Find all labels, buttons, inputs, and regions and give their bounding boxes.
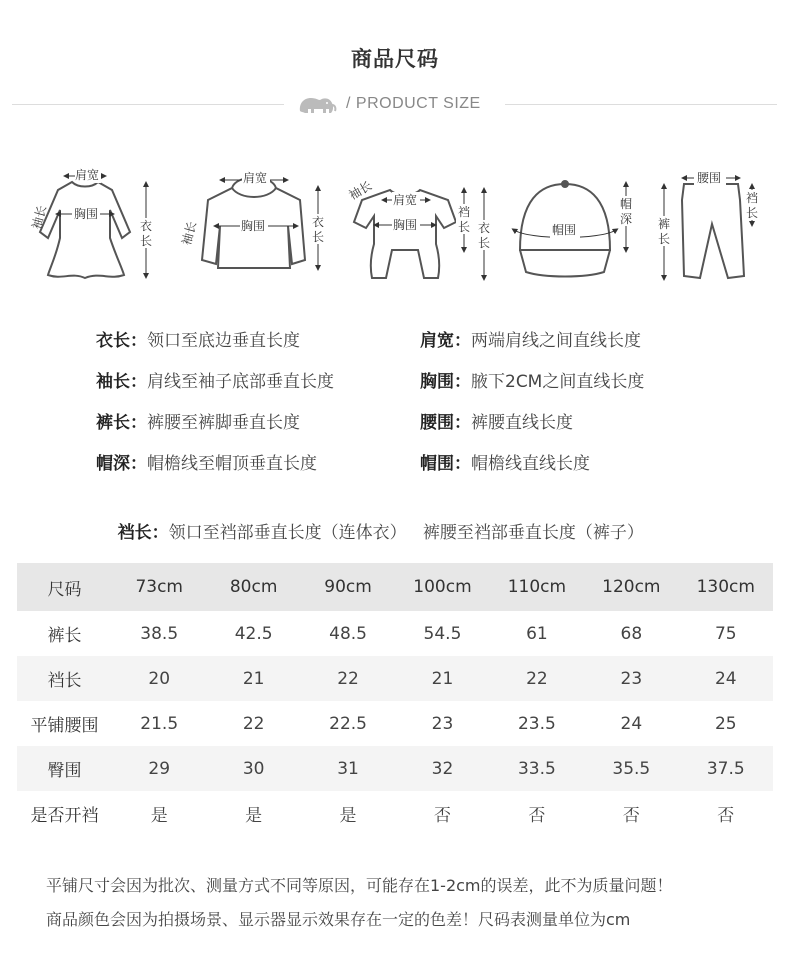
romper-crotch-label-2: 长 [458, 220, 471, 234]
dress-illustration [40, 182, 130, 278]
table-cell: 22 [490, 656, 584, 701]
def-key: 帽深： [96, 454, 147, 474]
table-cell: 否 [717, 806, 735, 826]
hat-circumference-label: 帽围 [552, 223, 577, 237]
table-cell: 否 [622, 806, 640, 826]
table-cell: 54.5 [423, 623, 462, 644]
table-row [17, 791, 773, 836]
table-row-label: 平铺腰围 [30, 716, 99, 736]
def-key: 帽围： [420, 454, 471, 474]
romper-sleeve-label: 袖长 [346, 178, 375, 203]
def-item [420, 368, 644, 396]
def-item [420, 450, 590, 478]
romper-chest-label: 胸围 [393, 218, 418, 232]
hoodie-sleeve-label: 袖长 [179, 219, 200, 247]
table-cell: 否 [433, 806, 451, 826]
note-line: 商品颜色会因为拍摄场景、显示器显示效果存在一定的色差！尺码表测量单位为cm [46, 910, 631, 929]
table-cell: 是 [339, 806, 357, 826]
dress-shoulder-label: 肩宽 [75, 168, 100, 182]
def-key: 衣长： [96, 331, 147, 351]
subtitle-row [0, 93, 790, 117]
table-header-cell: 73cm [112, 563, 206, 611]
def-value: 裤腰至裤脚垂直长度 [147, 413, 300, 433]
table-header-cell: 80cm [206, 563, 300, 611]
hat-depth-label-1: 帽 [620, 197, 633, 211]
page-title: 商品尺码 [351, 47, 439, 71]
romper-crotch-label-1: 裆 [458, 205, 471, 219]
dress-length-label-1: 衣 [140, 219, 153, 233]
def-item [420, 327, 641, 355]
table-cell: 23 [584, 656, 678, 701]
table-cell: 25 [714, 713, 737, 734]
table-cell: 否 [528, 806, 546, 826]
def-item [96, 491, 644, 543]
table-header-cell: 130cm [679, 563, 773, 611]
def-value: 帽檐线直线长度 [471, 454, 590, 474]
table-header-row [17, 563, 773, 611]
def-value: 帽檐线至帽顶垂直长度 [147, 454, 317, 474]
table-cell: 31 [301, 746, 395, 791]
table-cell: 21 [395, 656, 489, 701]
table-row-label: 臀围 [17, 746, 112, 791]
subtitle: / PRODUCT SIZE [346, 95, 481, 112]
table-cell: 20 [112, 656, 206, 701]
table-header-cell: 尺码 [17, 563, 112, 611]
table-cell: 68 [620, 623, 643, 644]
table-cell: 37.5 [679, 746, 773, 791]
table-cell: 22.5 [329, 713, 367, 734]
size-table [17, 563, 773, 836]
romper-length-label-1: 衣 [478, 221, 491, 235]
table-cell: 21.5 [140, 713, 179, 734]
def-value: 两端肩线之间直线长度 [471, 331, 641, 351]
table-cell: 38.5 [140, 623, 179, 644]
def-item [96, 368, 334, 396]
def-key: 裆长： [117, 523, 169, 543]
hoodie-shoulder-label: 肩宽 [243, 171, 268, 185]
dress-chest-label: 胸围 [74, 207, 99, 221]
table-row [17, 611, 773, 656]
table-header-cell: 100cm [395, 563, 489, 611]
table-row-label: 裤长 [47, 626, 82, 646]
table-cell: 23 [431, 713, 454, 734]
hoodie-length-label-2: 长 [312, 230, 325, 244]
def-item [96, 409, 300, 437]
def-key: 裤长： [96, 413, 147, 433]
pants-labels [656, 170, 760, 278]
romper-labels [346, 178, 492, 278]
table-row-label: 裆长 [17, 656, 112, 701]
table-cell: 是 [150, 806, 168, 826]
pants-illustration [682, 184, 744, 278]
table-cell: 32 [395, 746, 489, 791]
def-item [420, 409, 573, 437]
def-key: 胸围： [420, 372, 471, 392]
table-cell: 22 [301, 656, 395, 701]
def-item [96, 327, 300, 355]
table-cell: 35.5 [584, 746, 678, 791]
def-key: 袖长： [96, 372, 147, 392]
def-value: 领口至底边垂直长度 [147, 331, 300, 351]
table-cell: 61 [526, 623, 548, 644]
dress-labels [28, 167, 154, 276]
table-header-cell: 110cm [490, 563, 584, 611]
divider-left [12, 104, 284, 105]
table-cell: 23.5 [517, 713, 556, 734]
table-cell: 21 [206, 656, 300, 701]
hoodie-length-label-1: 衣 [312, 215, 325, 229]
table-header-cell: 90cm [301, 563, 395, 611]
table-cell: 是 [245, 806, 263, 826]
hat-labels [514, 184, 634, 250]
table-cell: 29 [112, 746, 206, 791]
notes [46, 869, 766, 937]
divider-right [505, 104, 777, 105]
def-key: 肩宽： [420, 331, 471, 351]
table-cell: 24 [679, 656, 773, 701]
romper-length-label-2: 长 [478, 236, 491, 250]
pants-length-label-2: 长 [658, 232, 671, 246]
pants-waist-label: 腰围 [697, 171, 722, 185]
pants-length-label-1: 裤 [658, 217, 671, 231]
pants-crotch-label-1: 裆 [746, 191, 759, 205]
table-cell: 22 [242, 713, 265, 734]
table-row [17, 701, 773, 746]
def-value: 肩线至袖子底部垂直长度 [147, 372, 334, 392]
table-cell: 33.5 [490, 746, 584, 791]
measurement-illustrations [0, 160, 790, 300]
hat-depth-label-2: 深 [620, 212, 633, 226]
table-row [17, 656, 773, 701]
def-value: 裤腰直线长度 [471, 413, 573, 433]
table-row [17, 746, 773, 791]
pants-crotch-label-2: 长 [746, 206, 759, 220]
table-cell: 42.5 [234, 623, 273, 644]
table-cell: 30 [206, 746, 300, 791]
def-value: 领口至裆部垂直长度（连体衣） 裤腰至裆部垂直长度（裤子） [168, 523, 644, 543]
table-cell: 75 [714, 623, 737, 644]
def-item [96, 450, 317, 478]
table-row-label: 是否开裆 [30, 806, 99, 826]
table-cell: 24 [620, 713, 643, 734]
dress-length-label-2: 长 [140, 234, 153, 248]
hoodie-chest-label: 胸围 [241, 219, 266, 233]
def-value: 腋下2CM之间直线长度 [471, 372, 645, 392]
table-cell: 48.5 [329, 623, 367, 644]
table-header-cell: 120cm [584, 563, 678, 611]
dress-sleeve-label: 袖长 [29, 203, 50, 231]
note-line: 平铺尺寸会因为批次、测量方式不同等原因，可能存在1-2cm的误差，此不为质量问题！ [46, 876, 673, 895]
romper-shoulder-label: 肩宽 [393, 193, 418, 207]
def-key: 腰围： [420, 413, 471, 433]
illustrations-svg [0, 160, 790, 300]
elephant-icon [296, 93, 342, 117]
